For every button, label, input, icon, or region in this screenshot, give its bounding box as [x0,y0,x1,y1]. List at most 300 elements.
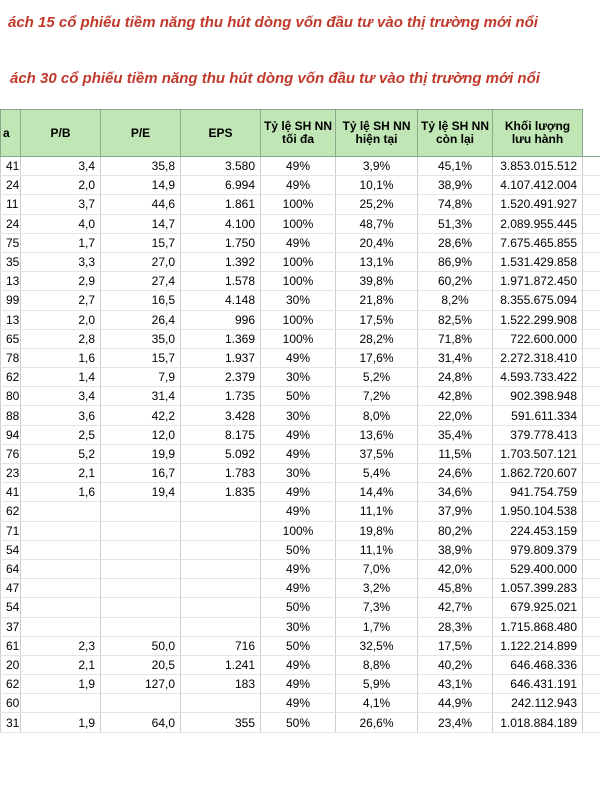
foreign-max-cell: 100% [261,521,336,540]
foreign-current-cell: 14,4% [336,483,418,502]
extra-cell [583,348,600,367]
foreign-max-cell: 49% [261,483,336,502]
pe-cell [101,559,181,578]
eps-cell: 3.428 [181,406,261,425]
ticker-cell: 60 [1,694,21,713]
foreign-current-cell: 11,1% [336,502,418,521]
eps-cell: 6.994 [181,176,261,195]
pe-cell: 27,0 [101,252,181,271]
foreign-max-cell: 49% [261,559,336,578]
extra-cell [583,425,600,444]
pb-cell: 1,4 [21,368,101,387]
foreign-max-cell: 49% [261,425,336,444]
extra-cell [583,176,600,195]
foreign-remaining-cell: 42,7% [418,598,493,617]
eps-cell: 8.175 [181,425,261,444]
eps-cell: 1.735 [181,387,261,406]
eps-cell: 1.835 [181,483,261,502]
pe-cell [101,579,181,598]
ticker-cell: 54 [1,540,21,559]
pe-cell: 16,7 [101,464,181,483]
foreign-current-cell: 21,8% [336,291,418,310]
pb-cell: 1,9 [21,675,101,694]
stock-table [0,109,600,733]
extra-cell [583,291,600,310]
ticker-cell: 75 [1,233,21,252]
foreign-current-cell: 11,1% [336,540,418,559]
foreign-current-cell: 4,1% [336,694,418,713]
heading-30-stocks: ách 30 cổ phiếu tiềm năng thu hút dòng vốn đầu tư vào thị trường mới nổi [10,70,540,87]
outstanding-cell: 646.468.336 [493,655,583,674]
foreign-max-cell: 100% [261,214,336,233]
foreign-max-cell: 49% [261,655,336,674]
table-row [1,675,600,694]
pb-cell: 2,0 [21,310,101,329]
extra-cell [583,387,600,406]
outstanding-cell: 1.971.872.450 [493,272,583,291]
pb-cell: 1,9 [21,713,101,732]
foreign-remaining-cell: 23,4% [418,713,493,732]
extra-cell [583,675,600,694]
header-foreign-current: Tỷ lệ SH NN hiện tại [336,110,418,157]
foreign-current-cell: 3,2% [336,579,418,598]
foreign-current-cell: 19,8% [336,521,418,540]
pe-cell: 44,6 [101,195,181,214]
foreign-remaining-cell: 37,9% [418,502,493,521]
ticker-cell: 76 [1,444,21,463]
eps-cell: 1.937 [181,348,261,367]
outstanding-cell: 591.611.334 [493,406,583,425]
ticker-cell: 61 [1,636,21,655]
extra-cell [583,464,600,483]
eps-cell: 5.092 [181,444,261,463]
outstanding-cell: 1.950.104.538 [493,502,583,521]
pb-cell: 2,7 [21,291,101,310]
pb-cell: 2,3 [21,636,101,655]
pe-cell: 64,0 [101,713,181,732]
pb-cell: 4,0 [21,214,101,233]
foreign-current-cell: 17,5% [336,310,418,329]
ticker-cell: 13 [1,272,21,291]
eps-cell [181,540,261,559]
foreign-max-cell: 49% [261,675,336,694]
pe-cell: 20,5 [101,655,181,674]
ticker-cell: 99 [1,291,21,310]
eps-cell: 183 [181,675,261,694]
pb-cell: 5,2 [21,444,101,463]
table-row [1,329,600,348]
pb-cell [21,559,101,578]
table-row [1,655,600,674]
extra-cell [583,233,600,252]
eps-cell: 4.148 [181,291,261,310]
pe-cell: 12,0 [101,425,181,444]
eps-cell [181,502,261,521]
outstanding-cell: 3.853.015.512 [493,157,583,176]
eps-cell [181,694,261,713]
foreign-current-cell: 26,6% [336,713,418,732]
header-foreign-remaining: Tỷ lệ SH NN còn lại [418,110,493,157]
pe-cell [101,617,181,636]
foreign-current-cell: 13,6% [336,425,418,444]
outstanding-cell: 379.778.413 [493,425,583,444]
table-row [1,617,600,636]
foreign-remaining-cell: 34,6% [418,483,493,502]
table-row [1,252,600,271]
pb-cell [21,617,101,636]
foreign-remaining-cell: 24,8% [418,368,493,387]
outstanding-cell: 646.431.191 [493,675,583,694]
ticker-cell: 41 [1,483,21,502]
extra-cell [583,368,600,387]
outstanding-cell: 941.754.759 [493,483,583,502]
pb-cell: 1,6 [21,348,101,367]
pb-cell: 2,8 [21,329,101,348]
eps-cell: 1.392 [181,252,261,271]
ticker-cell: 41 [1,157,21,176]
eps-cell: 1.369 [181,329,261,348]
eps-cell: 1.750 [181,233,261,252]
foreign-max-cell: 100% [261,195,336,214]
foreign-current-cell: 5,2% [336,368,418,387]
pe-cell [101,540,181,559]
table-body [1,157,600,733]
table-row [1,598,600,617]
foreign-max-cell: 30% [261,406,336,425]
extra-cell [583,521,600,540]
foreign-max-cell: 100% [261,272,336,291]
table-row [1,502,600,521]
table-row [1,425,600,444]
eps-cell: 3.580 [181,157,261,176]
foreign-remaining-cell: 35,4% [418,425,493,444]
foreign-current-cell: 7,2% [336,387,418,406]
table-row [1,291,600,310]
extra-cell [583,214,600,233]
pe-cell: 14,9 [101,176,181,195]
extra-cell [583,655,600,674]
outstanding-cell: 1.862.720.607 [493,464,583,483]
foreign-max-cell: 30% [261,464,336,483]
table-row [1,310,600,329]
extra-cell [583,636,600,655]
table-header-row [1,110,600,157]
foreign-remaining-cell: 22,0% [418,406,493,425]
pe-cell [101,694,181,713]
foreign-current-cell: 48,7% [336,214,418,233]
eps-cell: 716 [181,636,261,655]
foreign-max-cell: 50% [261,636,336,655]
outstanding-cell: 1.703.507.121 [493,444,583,463]
table-row [1,540,600,559]
foreign-max-cell: 49% [261,233,336,252]
table-row [1,406,600,425]
ticker-cell: 62 [1,502,21,521]
pe-cell: 26,4 [101,310,181,329]
eps-cell: 355 [181,713,261,732]
foreign-remaining-cell: 24,6% [418,464,493,483]
outstanding-cell: 2.272.318.410 [493,348,583,367]
outstanding-cell: 902.398.948 [493,387,583,406]
extra-cell [583,694,600,713]
table-row [1,694,600,713]
foreign-max-cell: 30% [261,291,336,310]
eps-cell: 996 [181,310,261,329]
foreign-remaining-cell: 71,8% [418,329,493,348]
foreign-max-cell: 49% [261,444,336,463]
table-row [1,368,600,387]
foreign-remaining-cell: 60,2% [418,272,493,291]
header-eps: EPS [181,110,261,157]
pb-cell: 3,7 [21,195,101,214]
foreign-current-cell: 7,3% [336,598,418,617]
pe-cell: 14,7 [101,214,181,233]
pb-cell: 3,4 [21,387,101,406]
header-ticker: a [1,110,21,157]
ticker-cell: 11 [1,195,21,214]
ticker-cell: 47 [1,579,21,598]
extra-cell [583,329,600,348]
eps-cell [181,521,261,540]
header-outstanding-shares: Khối lượng lưu hành [493,110,583,157]
foreign-current-cell: 17,6% [336,348,418,367]
outstanding-cell: 2.089.955.445 [493,214,583,233]
foreign-current-cell: 8,0% [336,406,418,425]
table-row [1,521,600,540]
ticker-cell: 31 [1,713,21,732]
ticker-cell: 24 [1,176,21,195]
extra-cell [583,713,600,732]
foreign-remaining-cell: 38,9% [418,540,493,559]
ticker-cell: 94 [1,425,21,444]
foreign-max-cell: 50% [261,598,336,617]
ticker-cell: 78 [1,348,21,367]
table-row [1,444,600,463]
table-row [1,176,600,195]
ticker-cell: 54 [1,598,21,617]
header-foreign-max: Tỷ lệ SH NN tối đa [261,110,336,157]
foreign-current-cell: 39,8% [336,272,418,291]
ticker-cell: 65 [1,329,21,348]
foreign-current-cell: 28,2% [336,329,418,348]
foreign-remaining-cell: 45,8% [418,579,493,598]
foreign-current-cell: 5,4% [336,464,418,483]
foreign-remaining-cell: 80,2% [418,521,493,540]
ticker-cell: 71 [1,521,21,540]
outstanding-cell: 1.057.399.283 [493,579,583,598]
foreign-remaining-cell: 17,5% [418,636,493,655]
pe-cell: 15,7 [101,233,181,252]
table-row [1,559,600,578]
pe-cell: 19,9 [101,444,181,463]
pe-cell: 50,0 [101,636,181,655]
pb-cell: 2,0 [21,176,101,195]
foreign-max-cell: 100% [261,252,336,271]
foreign-remaining-cell: 28,3% [418,617,493,636]
foreign-remaining-cell: 82,5% [418,310,493,329]
outstanding-cell: 4.593.733.422 [493,368,583,387]
pe-cell [101,502,181,521]
pe-cell [101,521,181,540]
ticker-cell: 23 [1,464,21,483]
foreign-current-cell: 7,0% [336,559,418,578]
foreign-max-cell: 100% [261,310,336,329]
pb-cell: 3,4 [21,157,101,176]
foreign-remaining-cell: 42,0% [418,559,493,578]
eps-cell: 1.783 [181,464,261,483]
eps-cell [181,559,261,578]
ticker-cell: 80 [1,387,21,406]
pb-cell: 2,5 [21,425,101,444]
ticker-cell: 62 [1,675,21,694]
header-pb: P/B [21,110,101,157]
table-row [1,483,600,502]
extra-cell [583,483,600,502]
foreign-current-cell: 5,9% [336,675,418,694]
table-row [1,272,600,291]
eps-cell: 1.241 [181,655,261,674]
foreign-max-cell: 30% [261,368,336,387]
pb-cell [21,521,101,540]
pe-cell: 31,4 [101,387,181,406]
heading-15-stocks: ách 15 cổ phiếu tiềm năng thu hút dòng vốn đầu tư vào thị trường mới nổi [8,14,538,31]
foreign-max-cell: 49% [261,694,336,713]
outstanding-cell: 8.355.675.094 [493,291,583,310]
foreign-max-cell: 49% [261,176,336,195]
ticker-cell: 64 [1,559,21,578]
ticker-cell: 13 [1,310,21,329]
outstanding-cell: 529.400.000 [493,559,583,578]
table-row [1,195,600,214]
extra-cell [583,157,600,176]
pe-cell: 27,4 [101,272,181,291]
foreign-max-cell: 50% [261,540,336,559]
extra-cell [583,559,600,578]
foreign-remaining-cell: 86,9% [418,252,493,271]
eps-cell: 2.379 [181,368,261,387]
foreign-current-cell: 3,9% [336,157,418,176]
table-row [1,387,600,406]
pe-cell [101,598,181,617]
pb-cell: 2,1 [21,655,101,674]
table-row [1,348,600,367]
foreign-max-cell: 49% [261,579,336,598]
ticker-cell: 20 [1,655,21,674]
eps-cell: 1.861 [181,195,261,214]
pb-cell [21,694,101,713]
pb-cell: 3,3 [21,252,101,271]
table-row [1,579,600,598]
foreign-remaining-cell: 45,1% [418,157,493,176]
foreign-max-cell: 49% [261,348,336,367]
foreign-remaining-cell: 51,3% [418,214,493,233]
pe-cell: 35,0 [101,329,181,348]
table-row [1,233,600,252]
table-row [1,464,600,483]
foreign-remaining-cell: 38,9% [418,176,493,195]
outstanding-cell: 679.925.021 [493,598,583,617]
ticker-cell: 35 [1,252,21,271]
ticker-cell: 37 [1,617,21,636]
outstanding-cell: 1.520.491.927 [493,195,583,214]
table-row [1,713,600,732]
extra-cell [583,502,600,521]
outstanding-cell: 722.600.000 [493,329,583,348]
extra-cell [583,252,600,271]
ticker-cell: 24 [1,214,21,233]
outstanding-cell: 1.531.429.858 [493,252,583,271]
foreign-remaining-cell: 74,8% [418,195,493,214]
pb-cell: 1,6 [21,483,101,502]
header-extra [583,110,600,157]
foreign-current-cell: 13,1% [336,252,418,271]
outstanding-cell: 4.107.412.004 [493,176,583,195]
pe-cell: 127,0 [101,675,181,694]
pb-cell [21,502,101,521]
eps-cell: 4.100 [181,214,261,233]
extra-cell [583,272,600,291]
foreign-max-cell: 49% [261,157,336,176]
eps-cell: 1.578 [181,272,261,291]
outstanding-cell: 1.715.868.480 [493,617,583,636]
foreign-max-cell: 50% [261,713,336,732]
foreign-remaining-cell: 40,2% [418,655,493,674]
foreign-remaining-cell: 28,6% [418,233,493,252]
foreign-remaining-cell: 8,2% [418,291,493,310]
ticker-cell: 88 [1,406,21,425]
table-row [1,157,600,176]
foreign-remaining-cell: 31,4% [418,348,493,367]
eps-cell [181,598,261,617]
outstanding-cell: 224.453.159 [493,521,583,540]
pe-cell: 15,7 [101,348,181,367]
outstanding-cell: 1.122.214.899 [493,636,583,655]
outstanding-cell: 242.112.943 [493,694,583,713]
extra-cell [583,540,600,559]
extra-cell [583,195,600,214]
extra-cell [583,310,600,329]
extra-cell [583,598,600,617]
eps-cell [181,579,261,598]
foreign-current-cell: 37,5% [336,444,418,463]
foreign-remaining-cell: 11,5% [418,444,493,463]
extra-cell [583,406,600,425]
pb-cell: 2,9 [21,272,101,291]
foreign-max-cell: 30% [261,617,336,636]
eps-cell [181,617,261,636]
pb-cell [21,598,101,617]
foreign-current-cell: 8,8% [336,655,418,674]
pb-cell: 1,7 [21,233,101,252]
extra-cell [583,579,600,598]
outstanding-cell: 979.809.379 [493,540,583,559]
pb-cell: 2,1 [21,464,101,483]
table-row [1,214,600,233]
ticker-cell: 62 [1,368,21,387]
foreign-max-cell: 49% [261,502,336,521]
extra-cell [583,617,600,636]
pb-cell: 3,6 [21,406,101,425]
foreign-max-cell: 50% [261,387,336,406]
outstanding-cell: 1.018.884.189 [493,713,583,732]
pb-cell [21,579,101,598]
foreign-max-cell: 100% [261,329,336,348]
outstanding-cell: 1.522.299.908 [493,310,583,329]
foreign-remaining-cell: 42,8% [418,387,493,406]
foreign-current-cell: 10,1% [336,176,418,195]
outstanding-cell: 7.675.465.855 [493,233,583,252]
header-pe: P/E [101,110,181,157]
